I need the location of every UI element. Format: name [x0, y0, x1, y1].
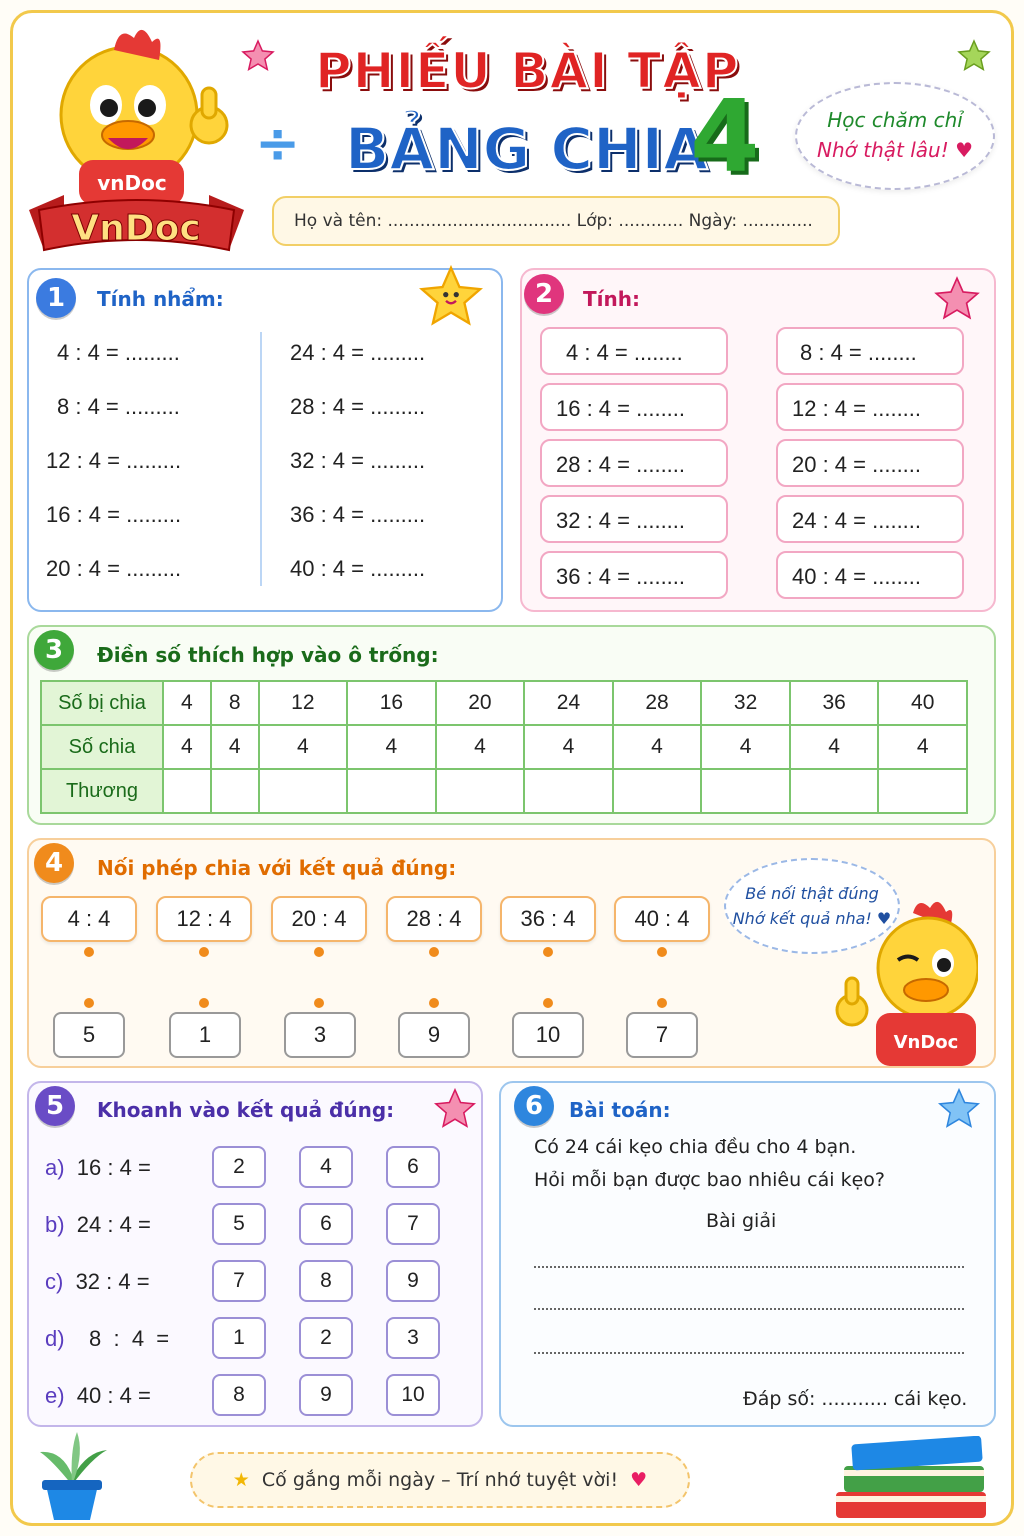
s2-left-eq-4: 32 : 4 = ........ — [540, 495, 728, 543]
section-1-divider — [260, 332, 262, 586]
section-4-number: 4 — [34, 843, 74, 883]
answer-card[interactable]: 9 — [398, 1012, 470, 1058]
quotient-cell[interactable] — [347, 769, 436, 813]
row-label-divisor: Số chia — [41, 725, 163, 769]
quotient-cell[interactable] — [259, 769, 348, 813]
smiling-star-icon — [416, 262, 486, 332]
divisor-cell: 4 — [163, 725, 211, 769]
s1-right-eq-5: 40 : 4 = ......... — [290, 556, 426, 581]
answer-card[interactable]: 3 — [284, 1012, 356, 1058]
answer-card[interactable]: 10 — [512, 1012, 584, 1058]
footer-banner — [190, 1452, 690, 1508]
mascot-shirt-text: VnDoc — [893, 1032, 959, 1053]
footer-text: Cố gắng mỗi ngày – Trí nhớ tuyệt vời! — [261, 1469, 619, 1491]
heart-icon: ♥ — [630, 1469, 648, 1491]
connector-dot[interactable] — [543, 947, 553, 957]
dividend-cell: 12 — [259, 681, 348, 725]
s2-left-eq-3: 28 : 4 = ........ — [540, 439, 728, 487]
answer-option[interactable]: 9 — [386, 1260, 440, 1302]
answer-option[interactable]: 2 — [299, 1317, 353, 1359]
expression-card[interactable]: 28 : 4 — [386, 896, 482, 942]
question-5b — [45, 1212, 151, 1238]
bubble-line-2: Nhớ thật lâu! ♥ — [817, 138, 973, 162]
answer-line[interactable] — [534, 1266, 964, 1268]
expression-card[interactable]: 4 : 4 — [41, 896, 137, 942]
answer-option[interactable]: 8 — [212, 1374, 266, 1416]
answer-option[interactable]: 2 — [212, 1146, 266, 1188]
s1-right-eq-1: 24 : 4 = ......... — [290, 340, 426, 365]
blue-star-icon — [936, 1086, 982, 1132]
quotient-cell[interactable] — [613, 769, 702, 813]
connector-dot[interactable] — [314, 947, 324, 957]
s2-right-eq-3: 20 : 4 = ........ — [776, 439, 964, 487]
title-line-2: BẢNG CHIA — [345, 115, 709, 183]
answer-option[interactable]: 9 — [299, 1374, 353, 1416]
section-6-number: 6 — [514, 1086, 554, 1126]
s2-left-eq-5: 36 : 4 = ........ — [540, 551, 728, 599]
connector-dot[interactable] — [314, 998, 324, 1008]
quotient-cell[interactable] — [524, 769, 613, 813]
s1-left-eq-3: 12 : 4 = ......... — [46, 448, 182, 473]
dividend-cell: 4 — [163, 681, 211, 725]
row-label-dividend: Số bị chia — [41, 681, 163, 725]
logo-banner-text: VnDoc — [71, 208, 201, 249]
divisor-cell: 4 — [790, 725, 879, 769]
question-5a — [45, 1155, 151, 1181]
expression-card[interactable]: 40 : 4 — [614, 896, 710, 942]
connector-dot[interactable] — [199, 998, 209, 1008]
answer-option[interactable]: 10 — [386, 1374, 440, 1416]
question-5e — [45, 1383, 151, 1409]
dividend-cell: 32 — [701, 681, 790, 725]
hint-line-1: Bé nối thật đúng — [745, 884, 879, 903]
answer-card[interactable]: 1 — [169, 1012, 241, 1058]
answer-card[interactable]: 7 — [626, 1012, 698, 1058]
divisor-cell: 4 — [701, 725, 790, 769]
hint-line-2: Nhớ kết quả nha! ♥ — [732, 909, 892, 928]
s1-right-eq-2: 28 : 4 = ......... — [290, 394, 426, 419]
s1-left-eq-5: 20 : 4 = ......... — [46, 556, 182, 581]
question-letter: b) — [45, 1212, 65, 1237]
student-info-field[interactable]: Họ và tên: .................................. Lớp: ............ Ngày: ............. — [272, 196, 840, 246]
pink-star-icon — [432, 1086, 478, 1132]
final-answer-line[interactable]: Đáp số: ........... cái kẹo. — [743, 1388, 968, 1410]
answer-option[interactable]: 6 — [386, 1146, 440, 1188]
question-letter: d) — [45, 1326, 65, 1351]
pink-star-icon — [932, 274, 982, 324]
dividend-cell: 20 — [436, 681, 525, 725]
answer-option[interactable]: 7 — [386, 1203, 440, 1245]
green-star-icon — [956, 38, 992, 74]
division-table — [40, 680, 968, 814]
dividend-cell: 24 — [524, 681, 613, 725]
question-expression: 32 : 4 = — [75, 1269, 150, 1294]
section-4-title: Nối phép chia với kết quả đúng: — [97, 856, 457, 880]
s2-left-eq-2: 16 : 4 = ........ — [540, 383, 728, 431]
divisor-cell: 4 — [347, 725, 436, 769]
expression-card[interactable]: 20 : 4 — [271, 896, 367, 942]
question-5d — [45, 1326, 169, 1352]
s1-right-eq-3: 32 : 4 = ......... — [290, 448, 426, 473]
question-letter: c) — [45, 1269, 64, 1294]
question-5c — [45, 1269, 150, 1295]
dividend-cell: 36 — [790, 681, 879, 725]
section-1-number: 1 — [36, 278, 76, 318]
s2-left-eq-1: 4 : 4 = ........ — [540, 327, 728, 375]
divisor-cell: 4 — [878, 725, 967, 769]
section-3-number: 3 — [34, 630, 74, 670]
answer-option[interactable]: 6 — [299, 1203, 353, 1245]
section-6 — [499, 1081, 996, 1427]
row-label-quotient: Thương — [41, 769, 163, 813]
s2-right-eq-2: 12 : 4 = ........ — [776, 383, 964, 431]
dividend-cell: 16 — [347, 681, 436, 725]
dividend-row — [41, 681, 967, 725]
s2-right-eq-4: 24 : 4 = ........ — [776, 495, 964, 543]
question-expression: 40 : 4 = — [76, 1383, 151, 1408]
connector-dot[interactable] — [84, 998, 94, 1008]
question-letter: e) — [45, 1383, 65, 1408]
bubble-line-1: Học chăm chỉ — [827, 108, 963, 132]
question-expression: 8 : 4 = — [76, 1326, 170, 1351]
connector-dot[interactable] — [84, 947, 94, 957]
divide-symbol: ÷ — [255, 112, 301, 175]
divisor-cell: 4 — [613, 725, 702, 769]
answer-card[interactable]: 5 — [53, 1012, 125, 1058]
problem-line-1: Có 24 cái kẹo chia đều cho 4 bạn. — [534, 1136, 857, 1158]
divisor-cell: 4 — [259, 725, 348, 769]
s1-left-eq-4: 16 : 4 = ......... — [46, 502, 182, 527]
question-letter: a) — [45, 1155, 65, 1180]
s2-right-eq-1: 8 : 4 = ........ — [776, 327, 964, 375]
winking-chick-mascot — [828, 898, 978, 1066]
s1-left-eq-2: 8 : 4 = ......... — [57, 394, 180, 419]
question-expression: 16 : 4 = — [76, 1155, 151, 1180]
dividend-cell: 8 — [211, 681, 259, 725]
section-2-number: 2 — [524, 274, 564, 314]
quotient-cell[interactable] — [211, 769, 259, 813]
connector-dot[interactable] — [429, 947, 439, 957]
divisor-cell: 4 — [211, 725, 259, 769]
logo-small-text: vnDoc — [97, 171, 167, 195]
chick-mascot-logo — [24, 20, 249, 255]
answer-line[interactable] — [534, 1352, 964, 1354]
section-1-title: Tính nhẩm: — [97, 287, 224, 311]
answer-line[interactable] — [534, 1308, 964, 1310]
quotient-cell[interactable] — [163, 769, 211, 813]
question-expression: 24 : 4 = — [76, 1212, 151, 1237]
answer-option[interactable]: 5 — [212, 1203, 266, 1245]
s1-right-eq-4: 36 : 4 = ......... — [290, 502, 426, 527]
section-3-title: Điền số thích hợp vào ô trống: — [97, 643, 439, 667]
s2-right-eq-5: 40 : 4 = ........ — [776, 551, 964, 599]
dividend-cell: 40 — [878, 681, 967, 725]
potted-plant-icon — [32, 1430, 112, 1522]
answer-option[interactable]: 8 — [299, 1260, 353, 1302]
section-5-title: Khoanh vào kết quả đúng: — [97, 1098, 395, 1122]
connector-dot[interactable] — [199, 947, 209, 957]
dividend-cell: 28 — [613, 681, 702, 725]
answer-option[interactable]: 4 — [299, 1146, 353, 1188]
connector-dot[interactable] — [429, 998, 439, 1008]
answer-option[interactable]: 3 — [386, 1317, 440, 1359]
solution-label: Bài giải — [706, 1210, 777, 1232]
connector-dot[interactable] — [657, 947, 667, 957]
divisor-cell: 4 — [524, 725, 613, 769]
section-2-title: Tính: — [583, 287, 640, 311]
book-stack-icon — [832, 1436, 992, 1520]
divisor-cell: 4 — [436, 725, 525, 769]
expression-card[interactable]: 12 : 4 — [156, 896, 252, 942]
pink-star-icon — [240, 38, 276, 74]
quotient-cell[interactable] — [701, 769, 790, 813]
quotient-cell[interactable] — [436, 769, 525, 813]
quotient-cell[interactable] — [790, 769, 879, 813]
title-number: 4 — [690, 78, 760, 195]
motivation-bubble — [795, 82, 995, 190]
s1-left-eq-1: 4 : 4 = ......... — [57, 340, 180, 365]
connector-dot[interactable] — [543, 998, 553, 1008]
expression-card[interactable]: 36 : 4 — [500, 896, 596, 942]
section-6-title: Bài toán: — [569, 1098, 671, 1122]
star-icon: ★ — [232, 1469, 250, 1491]
answer-option[interactable]: 1 — [212, 1317, 266, 1359]
section-5-number: 5 — [35, 1086, 75, 1126]
problem-line-2: Hỏi mỗi bạn được bao nhiêu cái kẹo? — [534, 1169, 885, 1191]
connector-dot[interactable] — [657, 998, 667, 1008]
title-line-1: PHIẾU BÀI TẬP — [315, 42, 740, 100]
quotient-row — [41, 769, 967, 813]
divisor-row — [41, 725, 967, 769]
answer-option[interactable]: 7 — [212, 1260, 266, 1302]
quotient-cell[interactable] — [878, 769, 967, 813]
